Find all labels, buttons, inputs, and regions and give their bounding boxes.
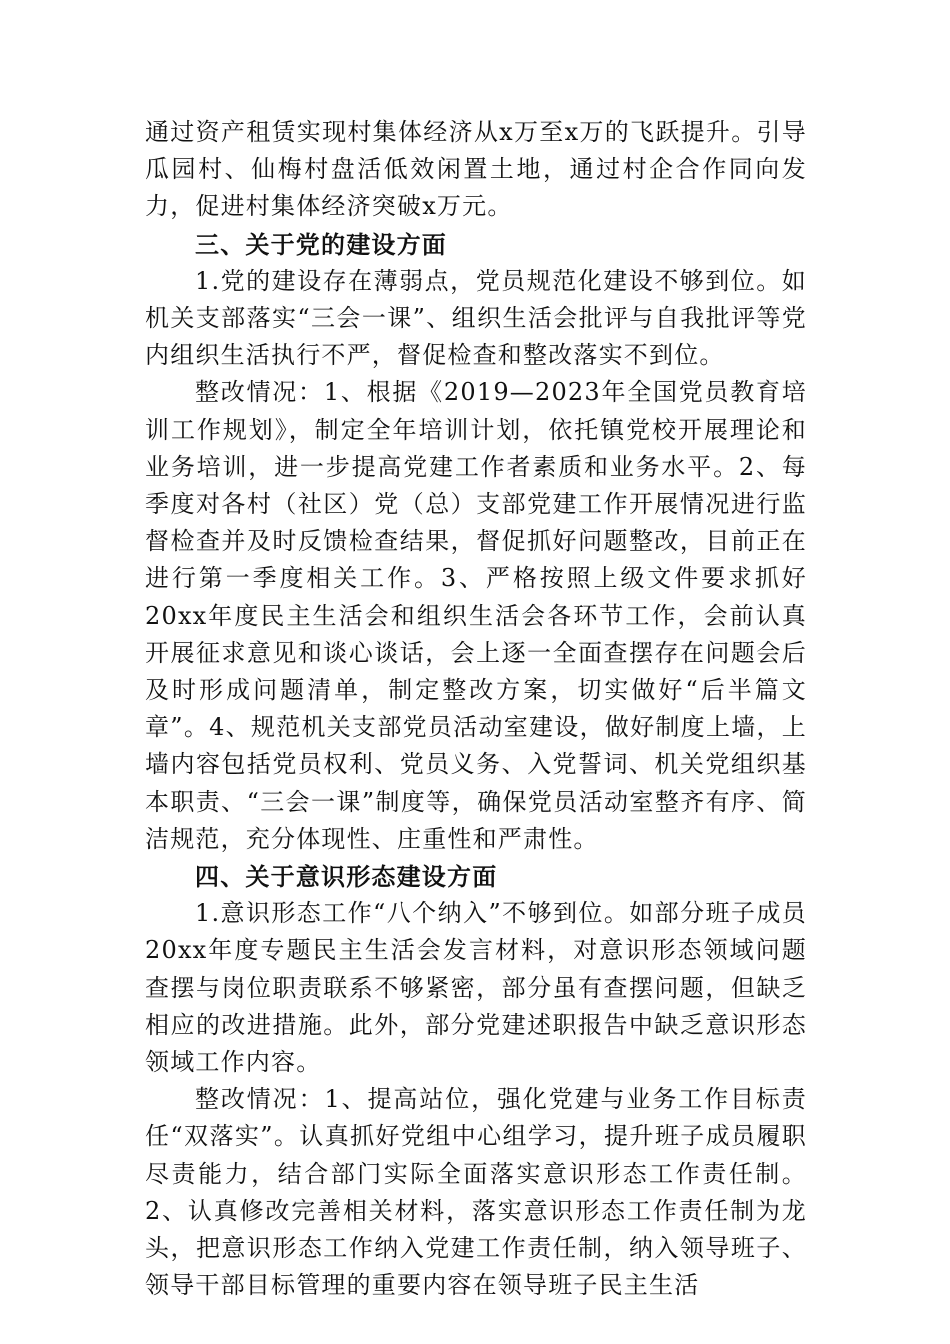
paragraph-party-building-rectification: 整改情况：1、根据《2019—2023年全国党员教育培训工作规划》，制定全年培训计划，依托镇党校开展理论和业务培训，进一步提高党建工作者素质和业务水平。2、每季度对各村（社区）党（总）支部党建工作开展情况进行监督检查并及时反馈检查结果，督促抓好问题整改，目前正在进行第一季度相关工作。3、严格按照上级文件要求抓好20xx年度民主生活会和组织生活会各环节工作，会前认真开展征求意见和谈心谈话，会上逐一全面查摆存在问题会后及时形成问题清单，制定整改方案，切实做好“后半篇文章”。4、规范机关支部党员活动室建设，做好制度上墙，上墙内容包括党员权利、党员义务、入党誓词、机关党组织基本职责、“三会一课”制度等，确保党员活动室整齐有序、简洁规范，充分体现性、庄重性和严肃性。 (145, 378, 807, 853)
section-heading-party-building: 三、关于党的建设方面 (195, 229, 447, 259)
paragraph-ideology-rectification: 整改情况：1、提高站位，强化党建与业务工作目标责任“双落实”。认真抓好党组中心组学习，提升班子成员履职尽责能力，结合部门实际全面落实意识形态工作责任制。2、认真修改完善相关材料，落实意识形态工作责任制为龙头，把意识形态工作纳入党建工作责任制，纳入领导班子、领导干部目标管理的重要内容在领导班子民主生活 (145, 1085, 807, 1300)
paragraph-party-building-issue: 1.党的建设存在薄弱点，党员规范化建设不够到位。如机关支部落实“三会一课”、组织生活会批评与自我批评等党内组织生活执行不严，督促检查和整改落实不到位。 (145, 266, 807, 370)
paragraph-ideology-issue: 1.意识形态工作“八个纳入”不够到位。如部分班子成员20xx年度专题民主生活会发言材料，对意识形态领域问题查摆与岗位职责联系不够紧密，部分虽有查摆问题，但缺乏相应的改进措施。此外，部分党建述职报告中缺乏意识形态领域工作内容。 (145, 899, 807, 1077)
paragraph-continuation: 通过资产租赁实现村集体经济从x万至x万的飞跃提升。引导瓜园村、仙梅村盘活低效闲置土地，通过村企合作同向发力，促进村集体经济突破x万元。 (145, 118, 807, 221)
section-heading-ideology: 四、关于意识形态建设方面 (195, 862, 498, 892)
document-body (145, 114, 807, 1305)
